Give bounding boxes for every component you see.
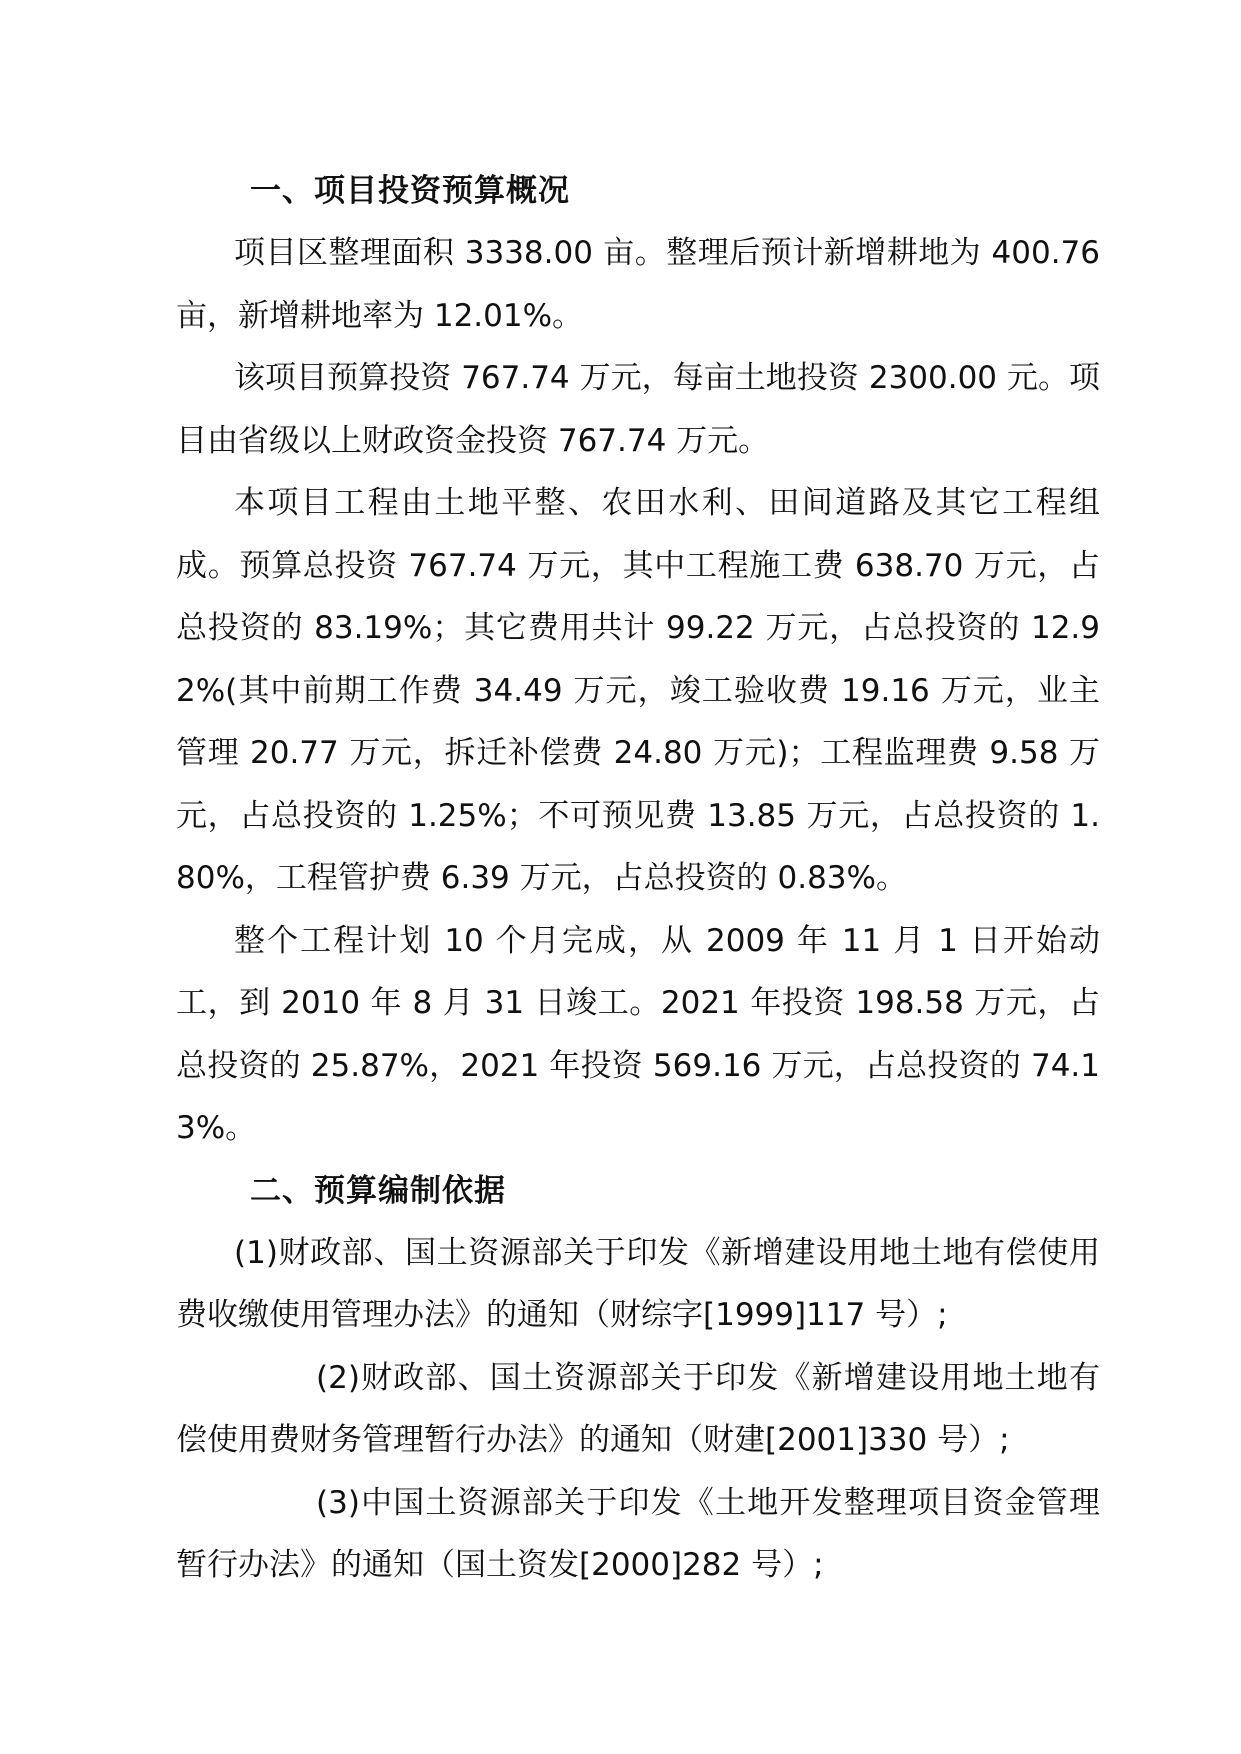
paragraph-area: 项目区整理面积 3338.00 亩。整理后预计新增耕地为 400.76 亩，新增耕地率为 12.01%。 xyxy=(176,235,1100,334)
paragraph-investment: 该项目预算投资 767.74 万元，每亩土地投资 2300.00 元。项目由省级以上财政资金投资 767.74 万元。 xyxy=(176,360,1100,459)
basis-item-1: (1)财政部、国土资源部关于印发《新增建设用地土地有偿使用费收缴使用管理办法》的通知（财综字[1999]117 号）; xyxy=(176,1234,1100,1333)
section-heading-budget-basis: 二、预算编制依据 xyxy=(250,1172,506,1209)
document-body xyxy=(176,160,1100,1597)
basis-item-3: (3)中国土资源部关于印发《土地开发整理项目资金管理暂行办法》的通知（国土资发[2000]282 号）; xyxy=(176,1484,1100,1583)
section-heading-budget-overview: 一、项目投资预算概况 xyxy=(250,173,570,209)
paragraph-schedule: 整个工程计划 10 个月完成，从 2009 年 11 月 1 日开始动工，到 2010 年 8 月 31 日竣工。2021 年投资 198.58 万元，占总投资的 25.87%，2021 年投资 569.16 万元，占总投资的 74.13%。 xyxy=(176,922,1100,1146)
paragraph-composition: 本项目工程由土地平整、农田水利、田间道路及其它工程组成。预算总投资 767.74 万元，其中工程施工费 638.70 万元，占总投资的 83.19%；其它费用共计 99.22 万元，占总投资的 12.92%(其中前期工作费 34.49 万元，竣工验收费 19.16 万元，业主管理 20.77 万元，拆迁补偿费 24.80 万元)；工程监理费 9.58 万元，占总投资的 1.25%；不可预见费 13.85 万元，占总投资的 1.80%，工程管护费 6.39 万元，占总投资的 0.83%。 xyxy=(176,485,1100,896)
basis-item-2: (2)财政部、国土资源部关于印发《新增建设用地土地有偿使用费财务管理暂行办法》的通知（财建[2001]330 号）; xyxy=(176,1359,1100,1458)
